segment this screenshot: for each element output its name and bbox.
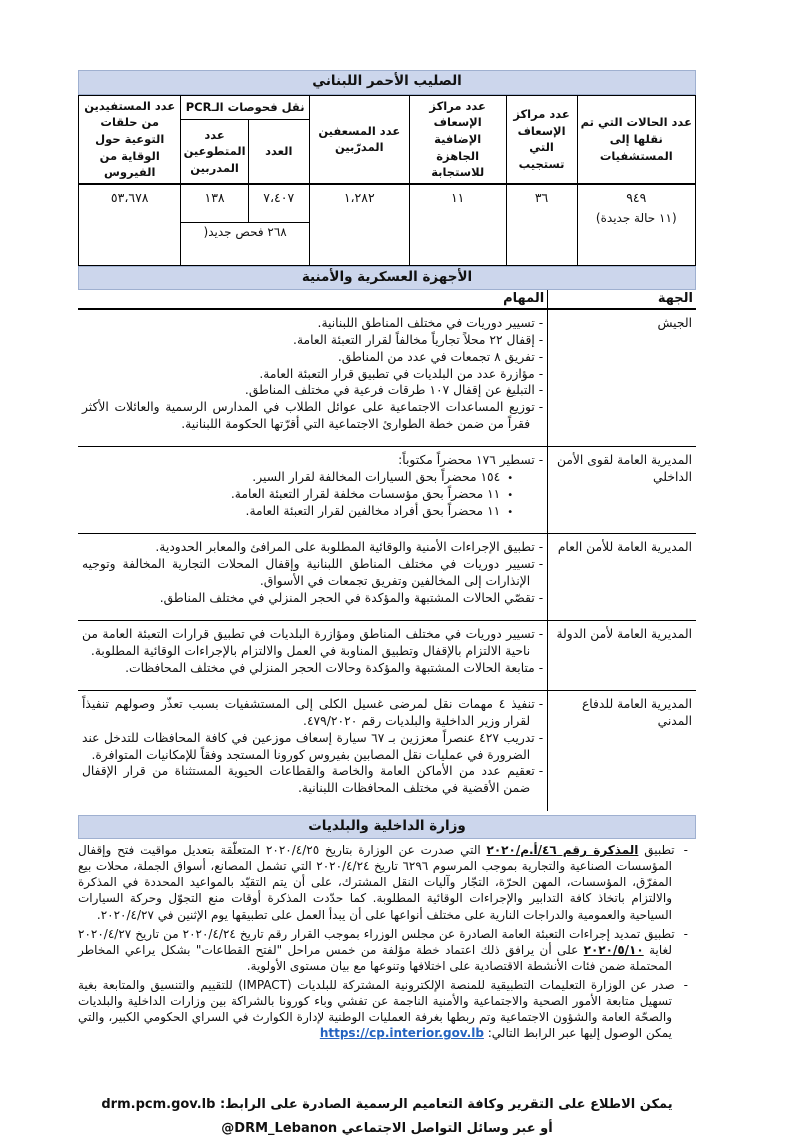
memo-number-emphasis: المذكرة رقم ٤٦/أ.م/٢٠٢٠ [486, 843, 639, 858]
tasks-cell [78, 447, 548, 534]
dash-marker: - [683, 977, 688, 992]
paramedics-value: ١،٢٨٢ [309, 184, 409, 266]
col-pcr-header: نقل فحوصات الـPCR [181, 95, 309, 120]
sub-task-item: •١١ محضراً بحق مؤسسات مخلفة لقرار التعبئة العامة. [230, 486, 514, 501]
task-item: -تقصّي الحالات المشتبهة والمؤكدة في الحجر المنزلي في مختلف المناطق. [159, 590, 544, 605]
dash-marker: - [538, 349, 544, 364]
col-beneficiaries-header: عدد المستفيدين من حلقات التوعية حول الوقاية من الفيروس [79, 95, 181, 184]
interior-bullet-impact-platform: -صدر عن الوزارة التعليمات التطبيقية للمنصة الإلكترونية المشتركة للبلديات (IMPACT) للتقييم والتنسيق والمتابعة بغية تسهيل متابعة الأمور الصحية والاجتماعية والأمنية الناجمة عن تفشي وباء كورونا بالشراكة بين وزارات الداخلية والبلديات والصحّة العامة والشؤون الاجتماعية وتم ربطها بغرفة العمليات الوطنية لإدارة الكوارث في السراي الحكومي الكبير، والتي يمكن الوصول إليها عبر الرابط التالي: https://cp.interior.gov.lb [78, 977, 688, 1041]
bullet-marker: • [507, 489, 514, 501]
dash-marker: - [538, 383, 544, 398]
sub-task-item: •١١ محضراً بحق أفراد مخالفين لقرار التعبئة العامة. [245, 503, 514, 518]
entity-column-header: الجهة [548, 290, 696, 309]
entity-name: الجيش [548, 309, 696, 447]
dash-marker: - [538, 730, 544, 745]
red-cross-table [78, 95, 696, 266]
dash-marker: - [538, 333, 544, 348]
dash-marker: - [538, 316, 544, 331]
task-item: -تسيير دوريات في مختلف المناطق اللبنانية وإقفال المحلات التجارية المخالفة وتوجيه الإنذارات إلى المخالفين وتفريق تجمعات في الأسواق. [82, 557, 544, 588]
task-item: -تسيير دوريات في مختلف المناطق ومؤازرة البلديات في تطبيق قرارات التعبئة العامة من ناحية الالتزام بالإقفال وتطبيق المناوبة في العمل والالتزام بالإجراءات الوقائية المطلوبة. [82, 627, 544, 658]
bullet-marker: • [507, 473, 514, 485]
entity-name: المديرية العامة للأمن العام [548, 534, 696, 621]
cp-interior-link[interactable]: https://cp.interior.gov.lb [319, 1026, 484, 1041]
pcr-volunteers-value: ١٣٨ [181, 184, 248, 223]
dash-marker: - [538, 453, 544, 468]
task-item: -إقفال ٢٢ محلاً تجارياً مخالفاً لقرار التعبئة العامة. [293, 333, 544, 348]
dash-marker: - [538, 764, 544, 779]
dash-marker: - [683, 926, 688, 941]
interior-bullet-extension: -تطبيق تمديد إجراءات التعبئة العامة الصادرة عن مجلس الوزراء بموجب القرار رقم تاريخ ٢٠٢٠/٤/٢٤ من تاريخ ٢٠٢٠/٤/٢٧ لغاية ٢٠٢٠/٥/١٠ على أن يرافق ذلك اعتماد خطة مؤلفة من خمس مراحل "لفتح القطاعات" بشكل يراعي المخاطر المحتملة ضمن فئات الأنشطة الاقتصادية على اختلافها وتنوعها مع بيان مستوى الأولوية. [78, 926, 688, 973]
interior-bullet-memo: -تطبيق المذكرة رقم ٤٦/أ.م/٢٠٢٠ التي صدرت عن الوزارة بتاريخ ٢٠٢٠/٤/٢٥ المتعلّقة بتعديل مواقيت فتح وإقفال المؤسسات الصناعية والتجارية بموجب المرسوم ٦٢٩٦ تاريخ ٢٠٢٠/٤/٢٤ التي تشمل المصانع، أسواق الجملة، محلات بيع المفرّق، المؤسسات، المهن الحرّة، التجّار وآليات النقل المشترك، على أن يتم التقيّد بالمواعيد المحددة في المذكرة والالتزام باتخاذ كافة التدابير والإجراءات الوقائية المطلوبة. كما حدّدت المذكرة أوقات منع التجوّل وحركة السيارات السياحية والعمومية والدراجات النارية على مختلف أنواعها على أن يبدأ العمل على تطبيقها يوم الإثنين في ٢٠٢٠/٤/٢٧. [78, 843, 688, 922]
table-row-isf [78, 447, 696, 534]
dash-marker: - [538, 366, 544, 381]
military-section-bar: الأجهزة العسكرية والأمنية [78, 266, 696, 291]
cases-value: ٩٤٩ [626, 189, 647, 205]
tasks-cell [78, 309, 548, 447]
col-additional-centers-header: عدد مراكز الإسعاف الإضافية الجاهزة للاستجابة [409, 95, 506, 184]
dash-marker: - [538, 697, 544, 712]
task-item: -تطبيق الإجراءات الأمنية والوقائية المطلوبة على المرافئ والمعابر الحدودية. [155, 540, 544, 555]
table-row-general-security [78, 534, 696, 621]
tasks-cell [78, 534, 548, 621]
military-table [78, 290, 696, 810]
pcr-count-value: ٧،٤٠٧ [248, 184, 309, 223]
footer-social-line: أو عبر وسائل التواصل الاجتماعي DRM_Lebanon@ [221, 1121, 553, 1136]
cases-value-cell [577, 184, 695, 266]
task-item: -تسيير دوريات في مختلف المناطق اللبنانية. [317, 316, 544, 331]
task-item: -توزيع المساعدات الاجتماعية على عوائل الطلاب في المدارس الرسمية والعائلات الأكثر فقراً من ضمن خطة الطوارئ الاجتماعية التي أقرّتها الحكومة اللبنانية. [82, 400, 544, 431]
end-date-emphasis: ٢٠٢٠/٥/١٠ [583, 942, 644, 957]
dash-marker: - [538, 590, 544, 605]
dash-marker: - [538, 660, 544, 675]
col-cases-header: عدد الحالات التي تم نقلها إلى المستشفيات [577, 95, 695, 184]
task-item: -تعقيم عدد من الأماكن العامة والخاصة والقطاعات الحيوية المستثناة من قرار الإقفال ضمن الأقضية في مختلف المحافظات اللبنانية. [82, 764, 544, 795]
col-paramedics-header: عدد المسعفين المدرّبين [309, 95, 409, 184]
sub-task-item: •١٥٤ محضراً بحق السيارات المخالفة لقرار السير. [252, 470, 514, 485]
interior-section [78, 815, 696, 1041]
tasks-column-header: المهام [78, 290, 548, 309]
dash-marker: - [538, 400, 544, 415]
col-pcr-volunteers-header: عدد المتطوعين المدربين [181, 120, 248, 184]
task-item: -تسطير ١٧٦ محضراً مكتوباً: [398, 453, 544, 468]
table-row-army [78, 309, 696, 447]
dash-marker: - [538, 627, 544, 642]
col-responding-centers-header: عدد مراكز الإسعاف التي تستجيب [506, 95, 577, 184]
task-item: -مؤازرة عدد من البلديات في تطبيق قرار التعبئة العامة. [259, 366, 544, 381]
entity-name: المديرية العامة للدفاع المدني [548, 691, 696, 811]
dash-marker: - [683, 843, 688, 858]
table-row-state-security [78, 621, 696, 691]
table-row-civil-defense [78, 691, 696, 811]
bullet-marker: • [507, 506, 514, 518]
report-footer [78, 1097, 696, 1136]
col-pcr-count-header: العدد [248, 120, 309, 184]
beneficiaries-value: ٥٣،٦٧٨ [79, 184, 181, 266]
task-item: -تدريب ٤٢٧ عنصراً معززين بـ ٦٧ سيارة إسعاف موزعين في كافة المحافظات للتدخل عند الضرورة في عمليات نقل المصابين بفيروس كورونا المستجد وفقاً للإمكانيات المتوافرة. [82, 730, 544, 762]
dash-marker: - [538, 557, 544, 572]
interior-section-bar: وزارة الداخلية والبلديات [78, 815, 696, 840]
task-item: -تفريق ٨ تجمعات في عدد من المناطق. [337, 349, 544, 364]
additional-centers-value: ١١ [409, 184, 506, 266]
entity-name: المديرية العامة لأمن الدولة [548, 621, 696, 691]
cases-new-note: (١١ حالة جديدة) [595, 210, 677, 225]
footer-report-link-line: يمكن الاطلاع على التقرير وكافة التعاميم الرسمية الصادرة على الرابط: drm.pcm.gov.lb [101, 1097, 673, 1113]
task-item: -تنفيذ ٤ مهمات نقل لمرضى غسيل الكلى إلى المستشفيات بسبب تعذّر وصولهم تنفيذاً لقرار وزير الداخلية والبلديات رقم ٤٧٩/٢٠٢٠. [82, 697, 544, 729]
pcr-new-tests-note: ٢٦٨ فحص جديد( [181, 222, 309, 265]
tasks-cell [78, 621, 548, 691]
report-page [78, 70, 696, 1136]
responding-centers-value: ٣٦ [506, 184, 577, 266]
entity-name: المديرية العامة لقوى الأمن الداخلي [548, 447, 696, 534]
dash-marker: - [538, 540, 544, 555]
task-item: -التبليغ عن إقفال ١٠٧ طرقات فرعية في مختلف المناطق. [244, 383, 544, 398]
task-item: -متابعة الحالات المشتبهة والمؤكدة وحالات الحجر المنزلي في مختلف المحافظات. [125, 660, 544, 675]
interior-bullets [78, 842, 696, 1041]
red-cross-section-bar: الصليب الأحمر اللبناني [78, 70, 696, 95]
tasks-cell [78, 691, 548, 811]
